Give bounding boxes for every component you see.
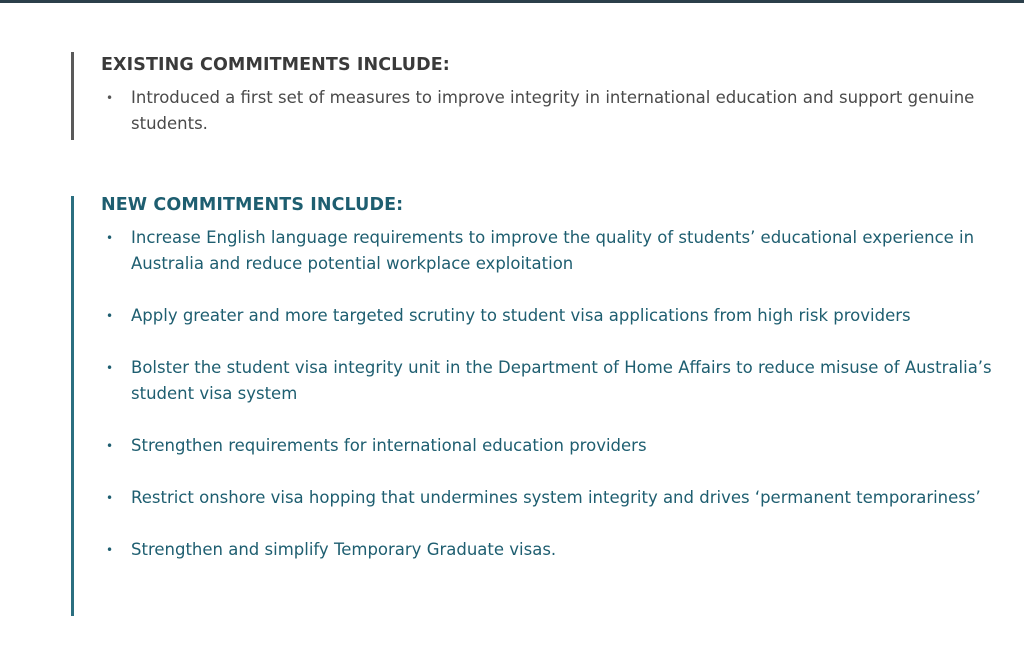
- existing-commitments-heading: EXISTING COMMITMENTS INCLUDE:: [101, 55, 450, 75]
- list-item: [101, 303, 1024, 329]
- existing-commitments-section: [71, 52, 1024, 140]
- list-item-text: Introduced a first set of measures to improve integrity in international education and support genuine students.: [131, 88, 975, 133]
- top-rule: [0, 0, 1024, 3]
- list-item-text: Strengthen and simplify Temporary Graduate visas.: [131, 540, 557, 559]
- bullet-icon: •: [106, 439, 114, 453]
- bullet-icon: •: [106, 361, 114, 375]
- list-item: [101, 355, 1024, 407]
- list-item: [101, 225, 1024, 277]
- new-commitments-list: [101, 225, 1024, 563]
- bullet-icon: •: [106, 91, 114, 105]
- bullet-icon: •: [106, 543, 114, 557]
- list-item: [101, 537, 1024, 563]
- bullet-icon: •: [106, 309, 114, 323]
- list-item: [101, 485, 1024, 511]
- new-commitments-heading: NEW COMMITMENTS INCLUDE:: [101, 195, 404, 215]
- list-item-text: Increase English language requirements to improve the quality of students’ educational experience in Australia and reduce potential workplace exploitation: [131, 228, 975, 273]
- existing-commitments-list: [101, 85, 1024, 137]
- list-item-text: Strengthen requirements for international education providers: [131, 436, 647, 455]
- list-item: [101, 433, 1024, 459]
- list-item: [101, 85, 1024, 137]
- list-item-text: Bolster the student visa integrity unit in the Department of Home Affairs to reduce misuse of Australia’s student visa system: [131, 358, 992, 403]
- list-item-text: Restrict onshore visa hopping that undermines system integrity and drives ‘permanent temporariness’: [131, 488, 981, 507]
- bullet-icon: •: [106, 491, 114, 505]
- new-commitments-section: [71, 196, 1024, 616]
- bullet-icon: •: [106, 231, 114, 245]
- list-item-text: Apply greater and more targeted scrutiny to student visa applications from high risk providers: [131, 306, 911, 325]
